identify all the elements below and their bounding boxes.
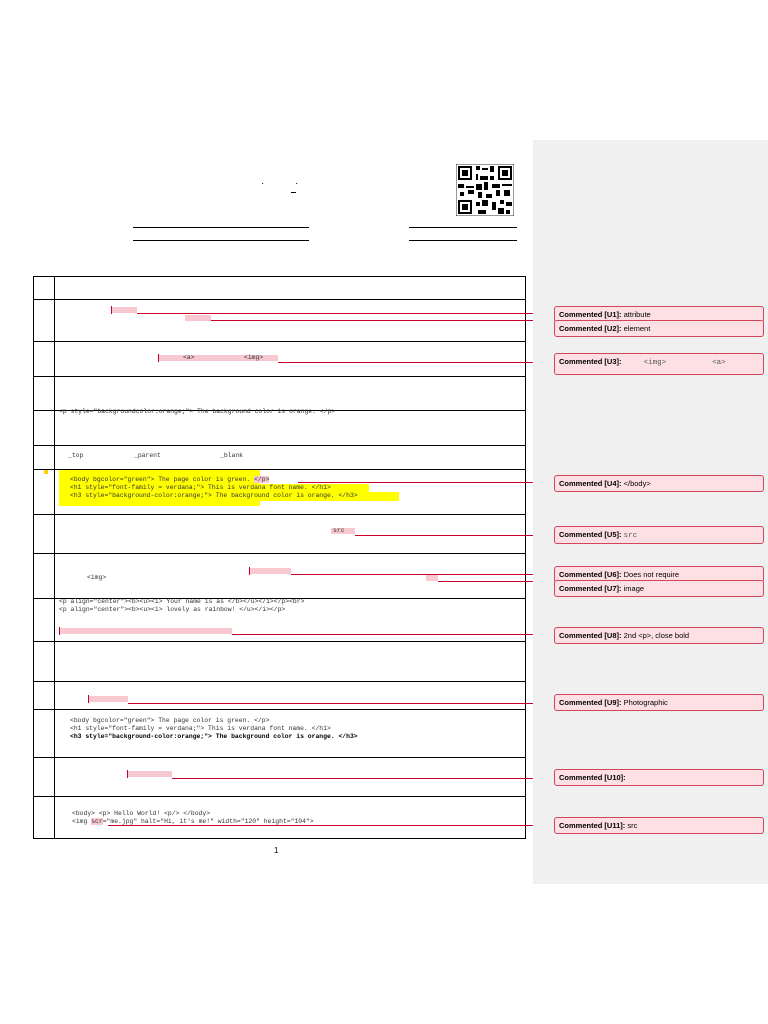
- comment-u3[interactable]: Commented [U3]: <img> <a>: [554, 353, 764, 375]
- table-row-num: [34, 642, 55, 682]
- table-cell: [55, 446, 526, 470]
- table-header-cell: [55, 277, 526, 300]
- table-row-num: [34, 446, 55, 470]
- comment-bar: [88, 695, 89, 703]
- table-row-num: [34, 411, 55, 446]
- qr-code-image: [456, 164, 514, 216]
- row3-a-tag: <a>: [183, 354, 195, 361]
- comment-u4[interactable]: Commented [U4]: </body>: [554, 475, 764, 492]
- table-row-num: [34, 710, 55, 758]
- comment-anchor-u10[interactable]: [127, 771, 172, 777]
- comment-anchor-u4: </p>: [254, 476, 270, 483]
- connector-u2: [211, 320, 554, 321]
- comment-u9[interactable]: Commented [U9]: Photographic: [554, 694, 764, 711]
- connector-u6: [291, 574, 554, 575]
- comment-anchor-u2[interactable]: [185, 315, 211, 321]
- comment-anchor-u8[interactable]: [59, 628, 232, 634]
- comment-u6[interactable]: Commented [U6]: Does not require: [554, 566, 764, 583]
- comment-anchor-u6[interactable]: [249, 568, 291, 574]
- table-row-num: [34, 377, 55, 411]
- table-row-num: [34, 599, 55, 642]
- row7-line3: <h3 style="background-color:orange;"> The background color is orange. </h3>: [70, 492, 358, 499]
- connector-u10: [172, 778, 554, 779]
- table-row-num: [34, 470, 55, 515]
- table-cell: [55, 342, 526, 377]
- connector-u1: [137, 313, 554, 314]
- row3-img-tag: <img>: [244, 354, 264, 361]
- row10-line1: <p align="center"><b><u><i> Your name is as </b></u></i></p><br>: [59, 598, 305, 605]
- row9-img: <img>: [87, 574, 107, 581]
- table-cell: [55, 377, 526, 411]
- connector-u8: [232, 634, 554, 635]
- comment-u2[interactable]: Commented [U2]: element: [554, 320, 764, 337]
- comment-u10[interactable]: Commented [U10]:: [554, 769, 764, 786]
- row5-code: <p style="backgroundcolor:orange;"> The background color is orange. </p>: [59, 408, 336, 415]
- row7-line2: <h1 style="font-family = verdana;"> This is verdana font name. </h1>: [70, 484, 331, 491]
- table-cell: [55, 554, 526, 599]
- connector-u3: [278, 362, 554, 363]
- connector-u5: [355, 535, 554, 536]
- comment-anchor-u9[interactable]: [88, 696, 128, 702]
- comment-u5[interactable]: Commented [U5]: src: [554, 526, 764, 544]
- comment-bar: [127, 770, 128, 778]
- title-underline-mark: [291, 192, 296, 193]
- connector-u9: [128, 703, 554, 704]
- name-line: [133, 227, 309, 228]
- comment-bar: [111, 306, 112, 314]
- question-table: [33, 276, 526, 839]
- comment-anchor-u7[interactable]: [426, 575, 438, 581]
- row13-line3: <h3 style="background-color:orange;"> The background color is orange. </h3>: [70, 733, 358, 740]
- id-line: [409, 227, 517, 228]
- comment-bar: [59, 627, 60, 635]
- table-cell: [55, 758, 526, 797]
- table-cell: [55, 515, 526, 554]
- table-row-num: [34, 758, 55, 797]
- table-row-num: [34, 300, 55, 342]
- highlight-marker: [44, 470, 48, 474]
- table-row-num: [34, 342, 55, 377]
- target-option-blank: _blank: [220, 452, 244, 459]
- row10-line2: <p align="center"><b><u><i> lovely as rainbow! </u></i></p>: [59, 606, 286, 613]
- row13-line1: <body bgcolor="green"> The page color is green. </p>: [70, 717, 270, 724]
- target-option-top: _top: [68, 452, 84, 459]
- table-row-num: [34, 797, 55, 839]
- target-option-parent: _parent: [134, 452, 161, 459]
- comment-anchor-u11: scr: [91, 818, 103, 825]
- table-row-num: [34, 682, 55, 710]
- comment-anchor-u1[interactable]: [111, 307, 137, 313]
- row15-line1: <body> <p> Hello World! <p/> </body>: [72, 810, 211, 817]
- connector-u11: [108, 825, 554, 826]
- row7-line1: <body bgcolor="green"> The page color is green. </p>: [70, 476, 270, 483]
- comment-bar: [249, 567, 250, 575]
- row15-line2: <img scr="me.jpg" halt="Hi, it's me!" width="120" height="104">: [72, 818, 314, 825]
- name-line-2: [133, 240, 309, 241]
- title-mark-2: ·: [295, 178, 299, 189]
- table-row-num: [34, 277, 55, 300]
- id-line-2: [409, 240, 517, 241]
- row8-src: src: [333, 527, 345, 534]
- comment-u8[interactable]: Commented [U8]: 2nd <p>, close bold: [554, 627, 764, 644]
- table-row-num: [34, 515, 55, 554]
- comment-bar: [158, 354, 159, 362]
- comment-u1[interactable]: Commented [U1]: attribute: [554, 306, 764, 323]
- comment-u11[interactable]: Commented [U11]: src: [554, 817, 764, 834]
- comment-u7[interactable]: Commented [U7]: image: [554, 580, 764, 597]
- title-mark-1: ·: [261, 178, 265, 189]
- row13-line2: <h1 style="font-family = verdana;"> This is verdana font name. </h1>: [70, 725, 331, 732]
- table-row-num: [34, 554, 55, 599]
- table-cell: [55, 642, 526, 682]
- connector-u4: [298, 482, 554, 483]
- page-number: 1: [274, 846, 279, 855]
